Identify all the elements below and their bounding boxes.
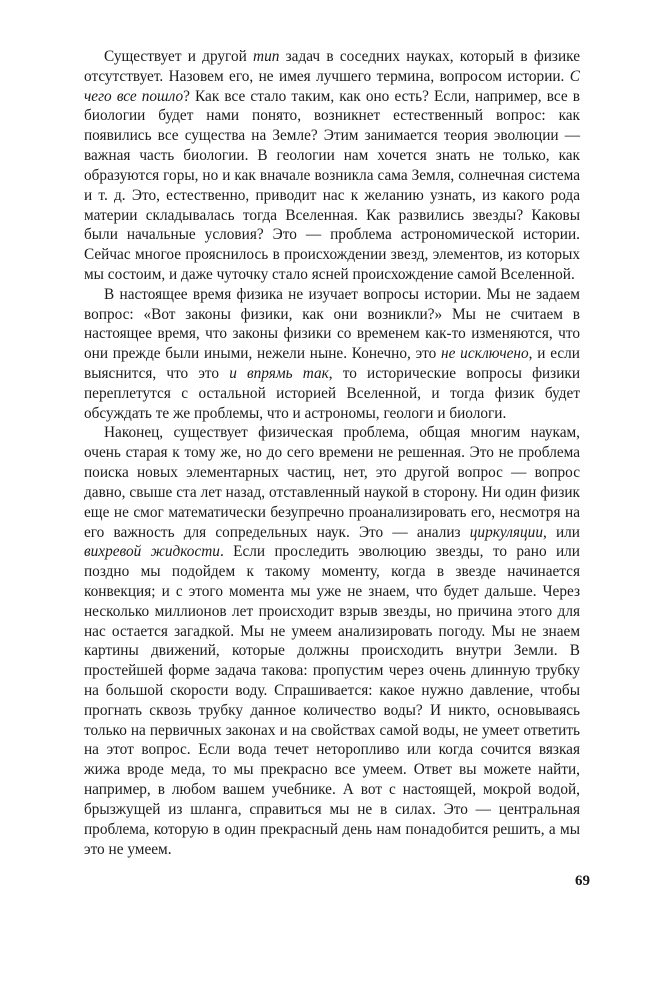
paragraph-3 bbox=[84, 423, 580, 859]
italic-run: не исключено bbox=[441, 345, 529, 363]
text-run: . Если проследить эволюцию звезды, то рано или поздно мы подойдем к такому моменту, когда в звезде начинается конвекция; и с этого момента мы уже не знаем, что будет дальше. Через несколько миллионов лет происходит взрыв звезды, но причина этого для нас остается загадкой. Мы не умеем анализировать погоду. Мы не знаем картины движений, которые должны происходить внутри Земли. В простейшей форме задача такова: пропустим через очень длинную трубку на большой скорости воду. Спрашивается: какое нужно давление, чтобы прогнать сквозь трубку данное количество воды? И никто, основываясь только на первичных законах и на свойствах самой воды, не умеет ответить на этот вопрос. Если вода течет неторопливо или когда сочится вязкая жижа вроде меда, то мы прекрасно все умеем. Ответ вы можете найти, например, в любом вашем учебнике. А вот с настоящей, мокрой водой, брызжущей из шланга, справиться мы не в силах. Это — центральная проблема, которую в один прекрасный день нам понадобится решить, а мы это не умеем. bbox=[84, 543, 580, 858]
text-run: задач в соседних науках, который в физике отсутствует. Назовем его, не имея лучшего термина, вопросом истории. bbox=[84, 48, 580, 85]
text-run: Наконец, существует физическая проблема, общая многим наукам, очень старая к тому же, но до сего времени не решенная. Это не проблема поиска новых элементарных частиц, нет, это другой вопрос — вопрос давно, свыше ста лет назад, отставленный наукой в сторону. Ни один физик еще не смог математически безупречно проанализировать его, несмотря на его важность для сопредельных наук. Это — анализ bbox=[84, 424, 580, 541]
italic-run: тип bbox=[253, 48, 280, 65]
text-run: В настоящее время физика не изучает вопросы истории. Мы не задаем вопрос: «Вот законы физики, как они возникли?» Мы не считаем в настоящее время, что законы физики со временем как-то изменяются, что они прежде были иными, нежели ныне. Конечно, это bbox=[84, 285, 580, 363]
italic-run: вихревой жидкости bbox=[84, 543, 220, 561]
italic-run: С чего все пошло bbox=[84, 67, 580, 105]
text-run: ? Как все стало таким, как оно есть? Если, например, все в биологии будет нами понято, возникнет естественный вопрос: как появились все существа на Земле? Этим занимается теория эволюции — важная часть биологии. В геологии нам хочется знать не только, как образуются горы, но и как вначале возникла сама Земля, солнечная система и т. д. Это, естественно, приводит нас к желанию узнать, из какого рода материи складывалась тогда Вселенная. Как развились звезды? Каковы были начальные условия? Это — проблема астрономической истории. Сейчас многое прояснилось в происхождении звезд, элементов, из которых мы состоим, и даже чуточку стало ясней происхождение самой Вселенной. bbox=[84, 87, 580, 283]
paragraph-1 bbox=[84, 47, 580, 285]
text-run: Существует и другой bbox=[104, 48, 254, 65]
text-run: , или bbox=[542, 523, 580, 541]
body-text bbox=[84, 47, 580, 859]
page-number: 69 bbox=[575, 873, 590, 889]
text-run: , и если выяснится, что это bbox=[84, 345, 580, 382]
paragraph-2 bbox=[84, 285, 580, 424]
italic-run: циркуляции bbox=[469, 523, 543, 541]
text-run: , то исторические вопросы физики переплетутся с остальной историей Вселенной, и тогда физик будет обсуждать те же проблемы, что и астрономы, геологи и биологи. bbox=[84, 365, 581, 422]
italic-run: и впрямь так bbox=[229, 365, 329, 382]
